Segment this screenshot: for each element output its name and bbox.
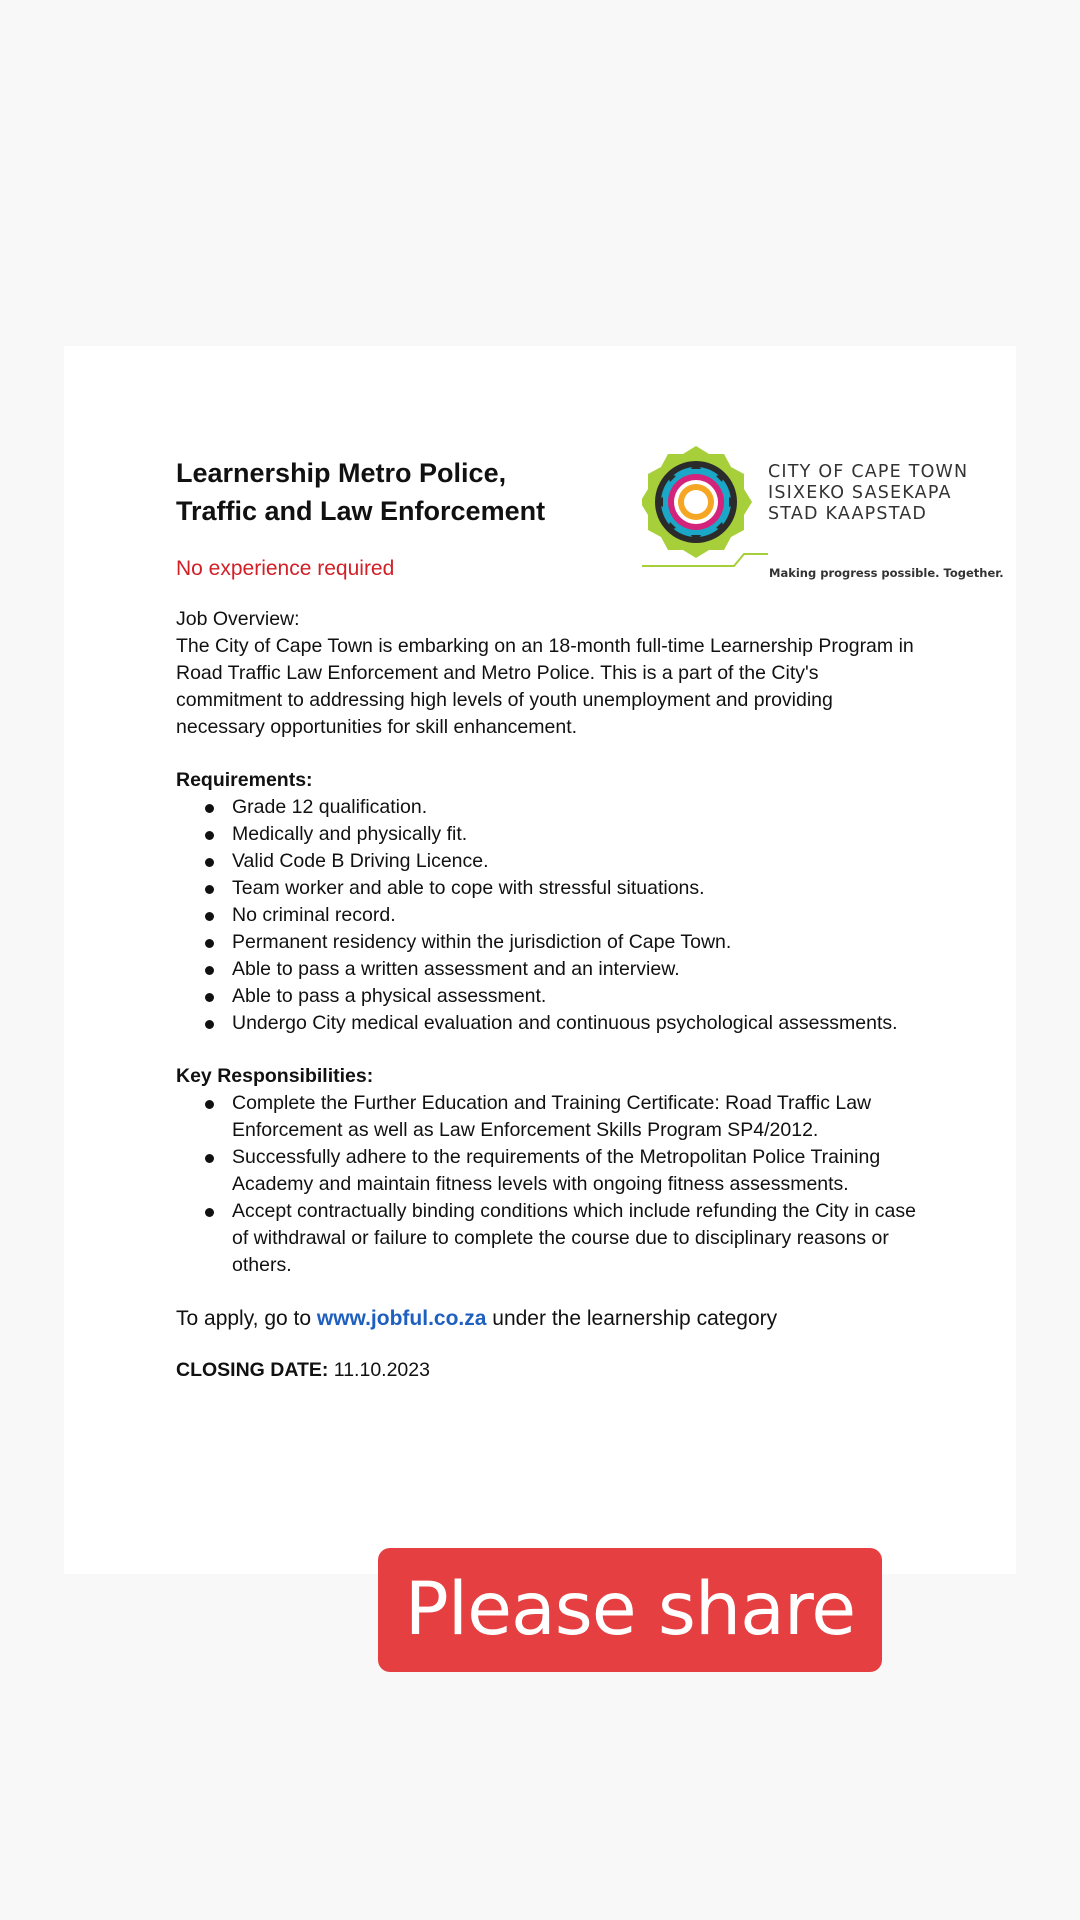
list-item <box>176 929 916 956</box>
city-name-line3: STAD KAAPSTAD <box>768 504 928 524</box>
overview-text: The City of Cape Town is embarking on an 18-month full-time Learnership Program in Road Traffic Law Enforcement and Metro Police. This is a part of the City's commitment to addressing high levels of youth unemployment and providing necessary opportunities for skill enhancement. <box>176 635 914 738</box>
job-advert-document <box>64 346 1016 1574</box>
list-item <box>176 875 916 902</box>
bullet-icon <box>205 1100 214 1109</box>
please-share-banner: Please share <box>378 1548 882 1672</box>
list-item-text: Able to pass a written assessment and an interview. <box>232 958 680 980</box>
city-name <box>768 462 968 525</box>
job-title-line1: Learnership Metro Police, <box>176 458 507 488</box>
list-item-text: Able to pass a physical assessment. <box>232 985 547 1007</box>
list-item-text: Undergo City medical evaluation and continuous psychological assessments. <box>232 1012 898 1034</box>
list-item <box>176 1144 916 1198</box>
apply-suffix: under the learnership category <box>486 1307 778 1330</box>
bullet-icon <box>205 939 214 948</box>
list-item <box>176 1010 916 1037</box>
bullet-icon <box>205 858 214 867</box>
requirements-heading: Requirements: <box>176 769 313 791</box>
list-item-text: Successfully adhere to the requirements of the Metropolitan Police Training Academy and maintain fitness levels with ongoing fitness assessments. <box>232 1146 881 1195</box>
bullet-icon <box>205 912 214 921</box>
job-title-line2: Traffic and Law Enforcement <box>176 496 546 526</box>
list-item-text: Complete the Further Education and Training Certificate: Road Traffic Law Enforcement as well as Law Enforcement Skills Program SP4/2012. <box>232 1092 872 1141</box>
list-item-text: Permanent residency within the jurisdiction of Cape Town. <box>232 931 732 953</box>
list-item-text: Valid Code B Driving Licence. <box>232 850 489 872</box>
list-item-text: No criminal record. <box>232 904 396 926</box>
bullet-icon <box>205 1208 214 1217</box>
bullet-icon <box>205 804 214 813</box>
responsibilities-heading: Key Responsibilities: <box>176 1065 374 1087</box>
list-item <box>176 983 916 1010</box>
list-item <box>176 1198 916 1279</box>
closing-date-label: CLOSING DATE: <box>176 1359 329 1381</box>
apply-instructions <box>176 1305 916 1333</box>
bullet-icon <box>205 993 214 1002</box>
advert-content <box>176 454 916 1382</box>
list-item <box>176 821 916 848</box>
experience-note: No experience required <box>176 557 395 580</box>
list-item-text: Team worker and able to cope with stressful situations. <box>232 877 705 899</box>
apply-link[interactable]: www.jobful.co.za <box>316 1307 487 1330</box>
bullet-icon <box>205 831 214 840</box>
responsibilities-list <box>176 1090 916 1279</box>
bullet-icon <box>205 966 214 975</box>
bullet-icon <box>205 885 214 894</box>
city-tagline: Making progress possible. Together. <box>769 566 1004 580</box>
bullet-icon <box>205 1020 214 1029</box>
closing-date-value: 11.10.2023 <box>328 1359 430 1381</box>
list-item <box>176 848 916 875</box>
list-item-text: Accept contractually binding conditions which include refunding the City in case of withdrawal or failure to complete the course due to disciplinary reasons or others. <box>232 1200 916 1276</box>
city-logo <box>642 442 1004 592</box>
apply-prefix: To apply, go to <box>176 1307 317 1330</box>
bullet-icon <box>205 1154 214 1163</box>
requirements-list <box>176 794 916 1037</box>
job-overview <box>176 606 916 741</box>
list-item-text: Medically and physically fit. <box>232 823 468 845</box>
closing-date <box>176 1359 916 1382</box>
list-item <box>176 956 916 983</box>
list-item <box>176 794 916 821</box>
list-item <box>176 1090 916 1144</box>
list-item <box>176 902 916 929</box>
list-item-text: Grade 12 qualification. <box>232 796 428 818</box>
city-name-line2: ISIXEKO SASEKAPA <box>768 483 952 503</box>
city-name-line1: CITY OF CAPE TOWN <box>768 462 969 482</box>
overview-heading: Job Overview: <box>176 608 300 630</box>
